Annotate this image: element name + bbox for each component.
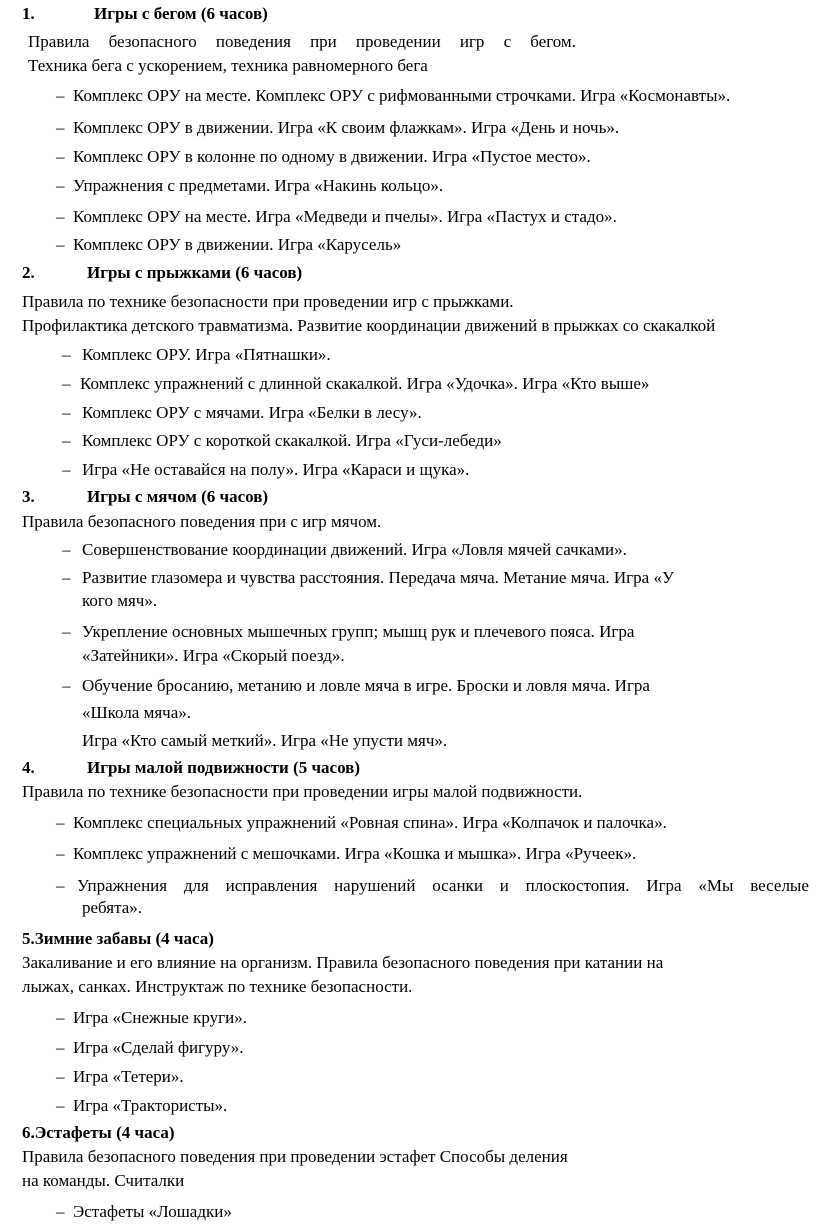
- bullet: –: [56, 1096, 65, 1115]
- section-1-intro-line1: [28, 32, 576, 52]
- list-item: Укрепление основных мышечных групп; мышц рук и плечевого пояса. Игра: [82, 622, 635, 641]
- word: для: [183, 876, 209, 895]
- bullet: –: [56, 1008, 65, 1027]
- section-5-title: 5.Зимние забавы (4 часа): [22, 929, 214, 948]
- word: веселые: [750, 876, 809, 895]
- bullet: –: [62, 540, 71, 559]
- section-3-number: 3.: [22, 487, 35, 506]
- list-item-continuation: кого мяч».: [82, 591, 158, 610]
- section-1-title: Игры с бегом (6 часов): [94, 4, 268, 23]
- section-4-number: 4.: [22, 758, 35, 777]
- word: поведения: [215, 32, 291, 51]
- list-item: Совершенствование координации движений. Игра «Ловля мячей сачками».: [82, 540, 627, 559]
- word: Игра: [646, 876, 682, 895]
- list-item: Комплекс ОРУ в движении. Игра «Карусель»: [73, 235, 402, 254]
- list-item: Упражнения с предметами. Игра «Накинь кольцо».: [73, 176, 444, 195]
- section-2-intro-line1: Правила по технике безопасности при проведении игр с прыжками.: [22, 292, 514, 311]
- list-item: Комплекс ОРУ. Игра «Пятнашки».: [82, 345, 331, 364]
- list-item: [77, 876, 809, 896]
- bullet: –: [56, 147, 65, 166]
- bullet: –: [62, 431, 71, 450]
- section-5-intro-line2: лыжах, санках. Инструктаж по технике безопасности.: [22, 977, 413, 996]
- section-1-number: 1.: [22, 4, 35, 23]
- list-item: Эстафеты «Лошадки»: [73, 1202, 232, 1221]
- section-6-title: 6.Эстафеты (4 часа): [22, 1123, 175, 1142]
- list-item: Комплекс ОРУ в движении. Игра «К своим флажкам». Игра «День и ночь».: [73, 118, 620, 137]
- bullet: –: [56, 1067, 65, 1086]
- section-6-intro-line2: на команды. Считалки: [22, 1171, 185, 1190]
- list-item: Игра «Снежные круги».: [73, 1008, 247, 1027]
- list-item-continuation: «Школа мяча».: [82, 703, 192, 722]
- section-4-intro-line1: Правила по технике безопасности при проведении игры малой подвижности.: [22, 782, 583, 801]
- bullet: –: [56, 1038, 65, 1057]
- list-item: Игра «Не оставайся на полу». Игра «Караси и щука».: [82, 460, 470, 479]
- word: игр: [459, 32, 485, 51]
- bullet: –: [56, 876, 65, 895]
- bullet: –: [62, 374, 71, 393]
- word: Упражнения: [77, 876, 168, 895]
- bullet: –: [62, 568, 71, 587]
- list-item: Развитие глазомера и чувства расстояния. Передача мяча. Метание мяча. Игра «У: [82, 568, 674, 587]
- list-item: Комплекс ОРУ на месте. Игра «Медведи и пчелы». Игра «Пастух и стадо».: [73, 207, 617, 226]
- section-2-intro-line2: Профилактика детского травматизма. Развитие координации движений в прыжках со скакалкой: [22, 316, 716, 335]
- section-5-intro-line1: Закаливание и его влияние на организм. Правила безопасного поведения при катании на: [22, 953, 664, 972]
- list-item: Игра «Сделай фигуру».: [73, 1038, 244, 1057]
- bullet: –: [62, 622, 71, 641]
- bullet: –: [56, 1202, 65, 1221]
- section-6-intro-line1: Правила безопасного поведения при проведении эстафет Способы деления: [22, 1147, 568, 1166]
- section-2-title: Игры с прыжками (6 часов): [87, 263, 303, 282]
- list-item-continuation: «Затейники». Игра «Скорый поезд».: [82, 646, 345, 665]
- bullet: –: [62, 345, 71, 364]
- list-item: Обучение бросанию, метанию и ловле мяча в игре. Броски и ловля мяча. Игра: [82, 676, 650, 695]
- word: безопасного: [108, 32, 197, 51]
- section-4-title: Игры малой подвижности (5 часов): [87, 758, 361, 777]
- list-item: Игра «Тетери».: [73, 1067, 184, 1086]
- word: проведении: [355, 32, 441, 51]
- section-1-intro-line2: Техника бега с ускорением, техника равномерного бега: [28, 56, 428, 75]
- list-item: Комплекс ОРУ с короткой скакалкой. Игра «Гуси-лебеди»: [82, 431, 502, 450]
- list-item: Комплекс упражнений с мешочками. Игра «Кошка и мышка». Игра «Ручеек».: [73, 844, 637, 863]
- word: бегом.: [530, 32, 576, 51]
- word: «Мы: [698, 876, 734, 895]
- bullet: –: [62, 460, 71, 479]
- bullet: –: [56, 207, 65, 226]
- bullet: –: [56, 813, 65, 832]
- word: нарушений: [334, 876, 416, 895]
- list-item: Комплекс ОРУ с мячами. Игра «Белки в лесу».: [82, 403, 422, 422]
- section-2-number: 2.: [22, 263, 35, 282]
- word: с: [503, 32, 512, 51]
- word: осанки: [432, 876, 483, 895]
- bullet: –: [62, 676, 71, 695]
- section-3-title: Игры с мячом (6 часов): [87, 487, 269, 506]
- list-item: Комплекс ОРУ в колонне по одному в движении. Игра «Пустое место».: [73, 147, 591, 166]
- section-3-intro-line1: Правила безопасного поведения при с игр мячом.: [22, 512, 382, 531]
- word: при: [310, 32, 337, 51]
- list-item: Комплекс специальных упражнений «Ровная спина». Игра «Колпачок и палочка».: [73, 813, 667, 832]
- bullet: –: [56, 235, 65, 254]
- word: плоскостопия.: [525, 876, 630, 895]
- bullet: –: [62, 403, 71, 422]
- list-item-continuation: Игра «Кто самый меткий». Игра «Не упусти мяч».: [82, 731, 448, 750]
- list-item: Игра «Трактористы».: [73, 1096, 228, 1115]
- bullet: –: [56, 844, 65, 863]
- word: и: [499, 876, 509, 895]
- list-item-continuation: ребята».: [82, 898, 143, 917]
- list-item: Комплекс ОРУ на месте. Комплекс ОРУ с рифмованными строчками. Игра «Космонавты».: [73, 86, 731, 105]
- bullet: –: [56, 176, 65, 195]
- word: исправления: [225, 876, 318, 895]
- bullet: –: [56, 118, 65, 137]
- bullet: –: [56, 86, 65, 105]
- list-item: Комплекс упражнений с длинной скакалкой. Игра «Удочка». Игра «Кто выше»: [80, 374, 650, 393]
- word: Правила: [28, 32, 90, 51]
